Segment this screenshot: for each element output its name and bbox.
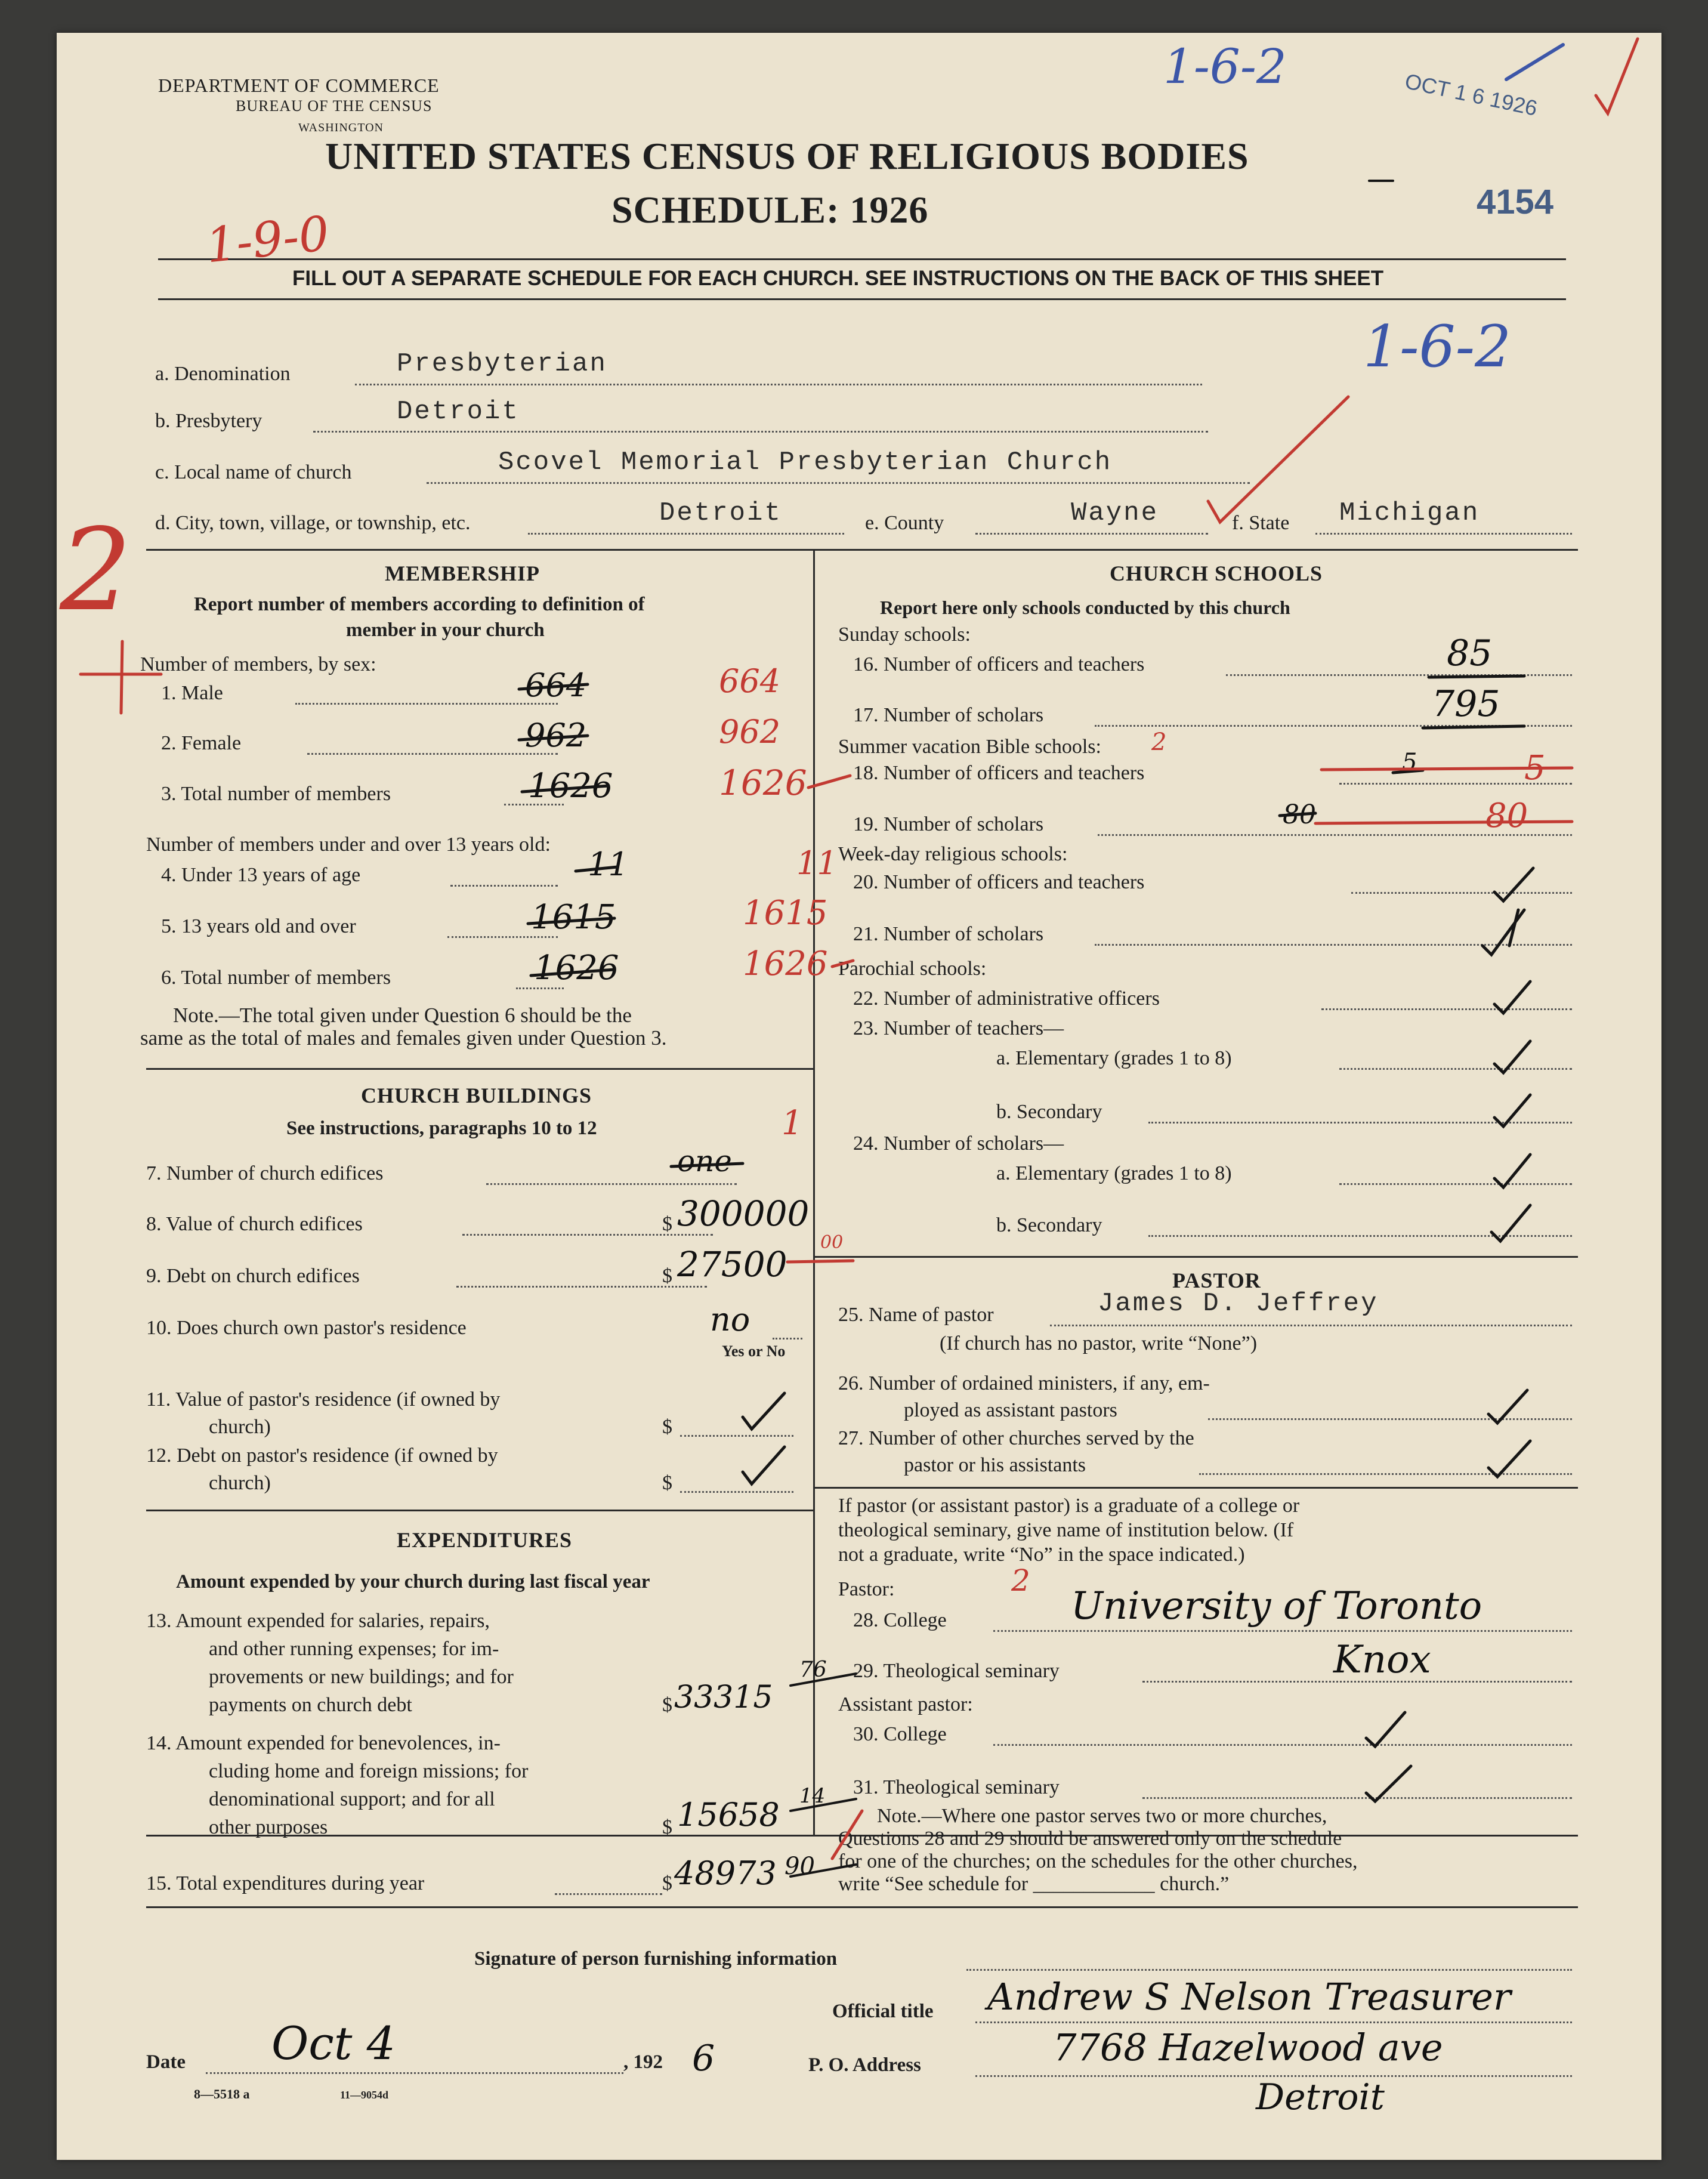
- date-label: Date: [146, 2051, 186, 2073]
- bureau-city: WASHINGTON: [298, 121, 384, 134]
- official-title-value: Andrew S Nelson Treasurer: [987, 1975, 1511, 2018]
- q14-line-1: 14. Amount expended for benevolences, in-: [146, 1732, 501, 1754]
- q14-line-3: denominational support; and for all: [209, 1788, 495, 1810]
- q24b-checkmark: [1491, 1205, 1530, 1241]
- q9-dollar: $: [662, 1265, 672, 1287]
- q18-value: 5: [1402, 749, 1417, 776]
- q9-red-underline: [787, 1261, 853, 1262]
- q16-value: 85: [1447, 632, 1493, 674]
- q17-value: 795: [1432, 683, 1500, 725]
- q28-label: 28. College: [853, 1609, 947, 1631]
- q22-checkmark: [1494, 982, 1530, 1013]
- bureau-name: BUREAU OF THE CENSUS: [236, 97, 433, 115]
- q2-strike: [519, 736, 588, 740]
- local-name-label: c. Local name of church: [155, 461, 352, 483]
- pastor-red-mark: 2: [1011, 1563, 1030, 1598]
- left-red-annotation: 1-9-0: [203, 205, 332, 274]
- presbytery-value: Detroit: [397, 397, 520, 427]
- q7-strike: [671, 1163, 743, 1166]
- q3-label: 3. Total number of members: [161, 783, 391, 805]
- form-title: UNITED STATES CENSUS OF RELIGIOUS BODIES: [325, 135, 1249, 177]
- pastor-title: PASTOR: [1172, 1268, 1261, 1292]
- pastor-note-2: Questions 28 and 29 should be answered only on the schedule: [838, 1828, 1342, 1850]
- q23-label: 23. Number of teachers—: [853, 1017, 1064, 1039]
- q11-checkmark: [743, 1393, 784, 1429]
- pastor-note-4: write “See schedule for ____________ church.”: [838, 1873, 1230, 1895]
- q10-label: 10. Does church own pastor's residence: [146, 1317, 467, 1339]
- q16-label: 16. Number of officers and teachers: [853, 653, 1145, 675]
- q29-label: 29. Theological seminary: [853, 1660, 1060, 1682]
- q4-value: 11: [588, 845, 629, 883]
- q2-value: 962: [525, 717, 587, 754]
- date-value: Oct 4: [271, 2017, 396, 2070]
- received-date-stamp: OCT 1 6 1926: [1403, 69, 1540, 121]
- q7-red-value: 1: [782, 1104, 803, 1143]
- parochial-schools-label: Parochial schools:: [838, 958, 987, 980]
- q8-dollar: $: [662, 1213, 672, 1235]
- expenditures-subtitle: Amount expended by your church during last fiscal year: [176, 1571, 650, 1592]
- q22-label: 22. Number of administrative officers: [853, 987, 1160, 1010]
- q1-strike: [519, 684, 588, 689]
- q5-value: 1615: [531, 898, 616, 937]
- q19-value: 80: [1283, 800, 1316, 830]
- q23a-checkmark: [1494, 1041, 1530, 1073]
- q23b-label: b. Secondary: [996, 1101, 1102, 1123]
- q4-strike: [576, 867, 617, 871]
- membership-note-2: same as the total of males and females given under Question 3.: [140, 1026, 667, 1050]
- q27-label-2: pastor or his assistants: [904, 1454, 1086, 1476]
- age-intro-label: Number of members under and over 13 years old:: [146, 834, 551, 856]
- schools-subtitle: Report here only schools conducted by this church: [880, 597, 1290, 618]
- q4-label: 4. Under 13 years of age: [161, 864, 361, 886]
- denomination-label: a. Denomination: [155, 363, 291, 385]
- summer-schools-value: 2: [1151, 729, 1167, 756]
- q13-line-1: 13. Amount expended for salaries, repairs,: [146, 1610, 490, 1632]
- membership-intro-2: member in your church: [346, 619, 545, 641]
- q2-red-value: 962: [719, 713, 781, 751]
- q19-red-line: [1315, 822, 1572, 823]
- q24a-label: a. Elementary (grades 1 to 8): [996, 1162, 1232, 1184]
- q21-label: 21. Number of scholars: [853, 923, 1044, 945]
- q6-red-value: 1626: [743, 945, 828, 983]
- assistant-pastor-label: Assistant pastor:: [838, 1693, 973, 1715]
- q26-label-1: 26. Number of ordained ministers, if any, em-: [838, 1372, 1210, 1394]
- top-red-check: [1596, 39, 1638, 113]
- q9-cents: 00: [820, 1232, 844, 1253]
- official-title-label: Official title: [832, 2001, 934, 2022]
- pastor-note-3: for one of the churches; on the schedules for the other churches,: [838, 1850, 1358, 1872]
- county-value: Wayne: [1071, 498, 1159, 528]
- q14-line-4: other purposes: [209, 1816, 328, 1838]
- q26-checkmark: [1488, 1390, 1527, 1423]
- membership-note-1: Note.—The total given under Question 6 should be the: [173, 1004, 632, 1027]
- presbytery-label: b. Presbytery: [155, 410, 262, 432]
- q1-red-value: 664: [719, 662, 781, 700]
- q13-value: 33315: [674, 1680, 773, 1715]
- q13-dollar: $: [662, 1694, 672, 1716]
- summer-schools-label: Summer vacation Bible schools:: [838, 736, 1101, 758]
- sunday-schools-label: Sunday schools:: [838, 624, 971, 646]
- city-label: d. City, town, village, or township, etc.: [155, 512, 471, 534]
- q20-checkmark: [1494, 868, 1533, 901]
- q15-red-tick: [832, 1811, 862, 1859]
- year-prefix: , 192: [623, 2051, 663, 2073]
- q6-strike: [531, 970, 614, 976]
- q27-label-1: 27. Number of other churches served by the: [838, 1427, 1194, 1449]
- q1-value: 664: [525, 666, 587, 704]
- buildings-title: CHURCH BUILDINGS: [361, 1084, 592, 1107]
- q3-value: 1626: [528, 767, 613, 805]
- q25-note: (If church has no pastor, write “None”): [940, 1332, 1258, 1354]
- q20-label: 20. Number of officers and teachers: [853, 871, 1145, 893]
- q14-cents-mark: [790, 1799, 856, 1811]
- q19-label: 19. Number of scholars: [853, 813, 1044, 835]
- q14-cents: 14: [799, 1784, 826, 1808]
- q19-strike: [1280, 813, 1315, 816]
- q13-cents: 76: [799, 1658, 827, 1682]
- city-value: Detroit: [659, 498, 782, 528]
- year-digit: 6: [692, 2038, 715, 2079]
- q9-value: 27500: [677, 1244, 787, 1285]
- q26-label-2: ployed as assistant pastors: [904, 1399, 1117, 1421]
- buildings-subtitle: See instructions, paragraphs 10 to 12: [286, 1118, 597, 1139]
- q8-value: 300000: [677, 1193, 810, 1234]
- margin-red-cross: [81, 641, 161, 713]
- q10-value: no: [710, 1301, 750, 1338]
- q2-label: 2. Female: [161, 732, 242, 754]
- q24b-label: b. Secondary: [996, 1214, 1102, 1236]
- q25-label: 25. Name of pastor: [838, 1304, 994, 1326]
- q5-strike: [528, 918, 614, 924]
- q7-label: 7. Number of church edifices: [146, 1162, 384, 1184]
- q15-cents-mark: [790, 1865, 856, 1876]
- yes-or-no-caption: Yes or No: [722, 1342, 786, 1360]
- q9-label: 9. Debt on church edifices: [146, 1265, 360, 1287]
- po-address-label: P. O. Address: [808, 2054, 921, 2076]
- q8-label: 8. Value of church edifices: [146, 1213, 363, 1235]
- q16-underline: [1429, 676, 1524, 677]
- q11-dollar: $: [662, 1416, 672, 1438]
- q14-line-2: cluding home and foreign missions; for: [209, 1760, 529, 1782]
- state-label: f. State: [1232, 512, 1290, 534]
- printing-number: 11—9054d: [340, 2089, 389, 2101]
- q23a-label: a. Elementary (grades 1 to 8): [996, 1047, 1232, 1069]
- denomination-value: Presbyterian: [397, 349, 607, 379]
- po-address-city: Detroit: [1256, 2076, 1385, 2118]
- q24-label: 24. Number of scholars—: [853, 1132, 1064, 1155]
- q1-label: 1. Male: [161, 682, 223, 704]
- q12-checkmark: [743, 1447, 784, 1484]
- q17-underline: [1423, 726, 1524, 728]
- census-schedule-sheet: [57, 33, 1661, 2160]
- q23b-checkmark: [1494, 1095, 1530, 1126]
- q11-label-2: church): [209, 1416, 271, 1438]
- q5-red-value: 1615: [743, 894, 828, 933]
- q19-red-value: 80: [1485, 797, 1528, 835]
- department-name: DEPARTMENT OF COMMERCE: [158, 75, 440, 96]
- q17-label: 17. Number of scholars: [853, 704, 1044, 726]
- q28-value: University of Toronto: [1071, 1584, 1482, 1628]
- members-by-sex-label: Number of members, by sex:: [140, 653, 376, 675]
- q3-red-value: 1626: [719, 763, 807, 803]
- local-name-value: Scovel Memorial Presbyterian Church: [498, 447, 1113, 477]
- q30-label: 30. College: [853, 1723, 947, 1745]
- signature-label: Signature of person furnishing information: [474, 1948, 838, 1970]
- q14-value: 15658: [677, 1796, 780, 1834]
- schedule-number-stamp: 4154: [1477, 183, 1554, 221]
- q18-red-line: [1321, 768, 1572, 770]
- po-address-value: 7768 Hazelwood ave: [1053, 2026, 1443, 2069]
- top-blue-annotation: 1-6-2: [1163, 39, 1287, 94]
- ink-marks-layer: [57, 33, 1661, 2160]
- q11-label-1: 11. Value of pastor's residence (if owned by: [146, 1388, 501, 1411]
- schedule-red-check: [1208, 397, 1348, 522]
- q21-checkmark: [1482, 910, 1524, 955]
- graduate-intro-3: not a graduate, write “No” in the space indicated.): [838, 1544, 1245, 1566]
- q5-label: 5. 13 years old and over: [161, 915, 356, 937]
- q13-line-2: and other running expenses; for im-: [209, 1638, 499, 1660]
- membership-intro-1: Report number of members according to definition of: [194, 594, 645, 615]
- form-number: 8—5518 a: [194, 2087, 250, 2101]
- graduate-intro-1: If pastor (or assistant pastor) is a graduate of a college or: [838, 1495, 1300, 1517]
- schedule-title: SCHEDULE: 1926: [611, 189, 929, 231]
- q18-red-value: 5: [1524, 749, 1546, 788]
- q30-checkmark: [1366, 1712, 1405, 1746]
- q15-label: 15. Total expenditures during year: [146, 1872, 425, 1894]
- q29-value: Knox: [1333, 1638, 1431, 1682]
- q15-dollar: $: [662, 1872, 672, 1894]
- q15-value: 48973: [674, 1854, 777, 1892]
- membership-title: MEMBERSHIP: [385, 561, 540, 585]
- weekday-schools-label: Week-day religious schools:: [838, 843, 1068, 865]
- margin-red-annotation: 2: [60, 504, 132, 636]
- q3-strike: [522, 786, 609, 792]
- q27-checkmark: [1488, 1441, 1530, 1477]
- q6-red-tail: [832, 961, 853, 967]
- q12-dollar: $: [662, 1472, 672, 1494]
- q4-red-value: 11: [796, 844, 838, 882]
- county-label: e. County: [865, 512, 944, 534]
- q7-value: one: [677, 1144, 732, 1178]
- instruction-banner: FILL OUT A SEPARATE SCHEDULE FOR EACH CHURCH. SEE INSTRUCTIONS ON THE BACK OF THIS SHEET: [292, 267, 1384, 290]
- q12-label-2: church): [209, 1472, 271, 1494]
- q13-line-4: payments on church debt: [209, 1694, 412, 1716]
- q14-dollar: $: [662, 1816, 672, 1838]
- top-blue-slash: [1506, 45, 1563, 79]
- schools-title: CHURCH SCHOOLS: [1110, 561, 1323, 585]
- q6-label: 6. Total number of members: [161, 967, 391, 989]
- state-value: Michigan: [1339, 498, 1480, 528]
- q18-label: 18. Number of officers and teachers: [853, 762, 1145, 784]
- pastor-note-1: Note.—Where one pastor serves two or more churches,: [877, 1805, 1327, 1827]
- q31-checkmark: [1366, 1766, 1411, 1801]
- q24a-checkmark: [1494, 1155, 1530, 1187]
- q31-label: 31. Theological seminary: [853, 1776, 1060, 1798]
- q18-strike: [1393, 770, 1423, 773]
- q13-cents-mark: [790, 1674, 856, 1686]
- right-blue-annotation: 1-6-2: [1363, 313, 1512, 380]
- pastor-sub-label: Pastor:: [838, 1578, 895, 1600]
- q15-cents: 90: [784, 1853, 815, 1880]
- q12-label-1: 12. Debt on pastor's residence (if owned by: [146, 1445, 498, 1467]
- graduate-intro-2: theological seminary, give name of institution below. (If: [838, 1519, 1294, 1541]
- q3-red-tail: [808, 776, 850, 788]
- expenditures-title: EXPENDITURES: [397, 1528, 573, 1552]
- q25-value: James D. Jeffrey: [1098, 1289, 1379, 1319]
- q6-value: 1626: [534, 949, 619, 987]
- q13-line-3: provements or new buildings; and for: [209, 1666, 514, 1688]
